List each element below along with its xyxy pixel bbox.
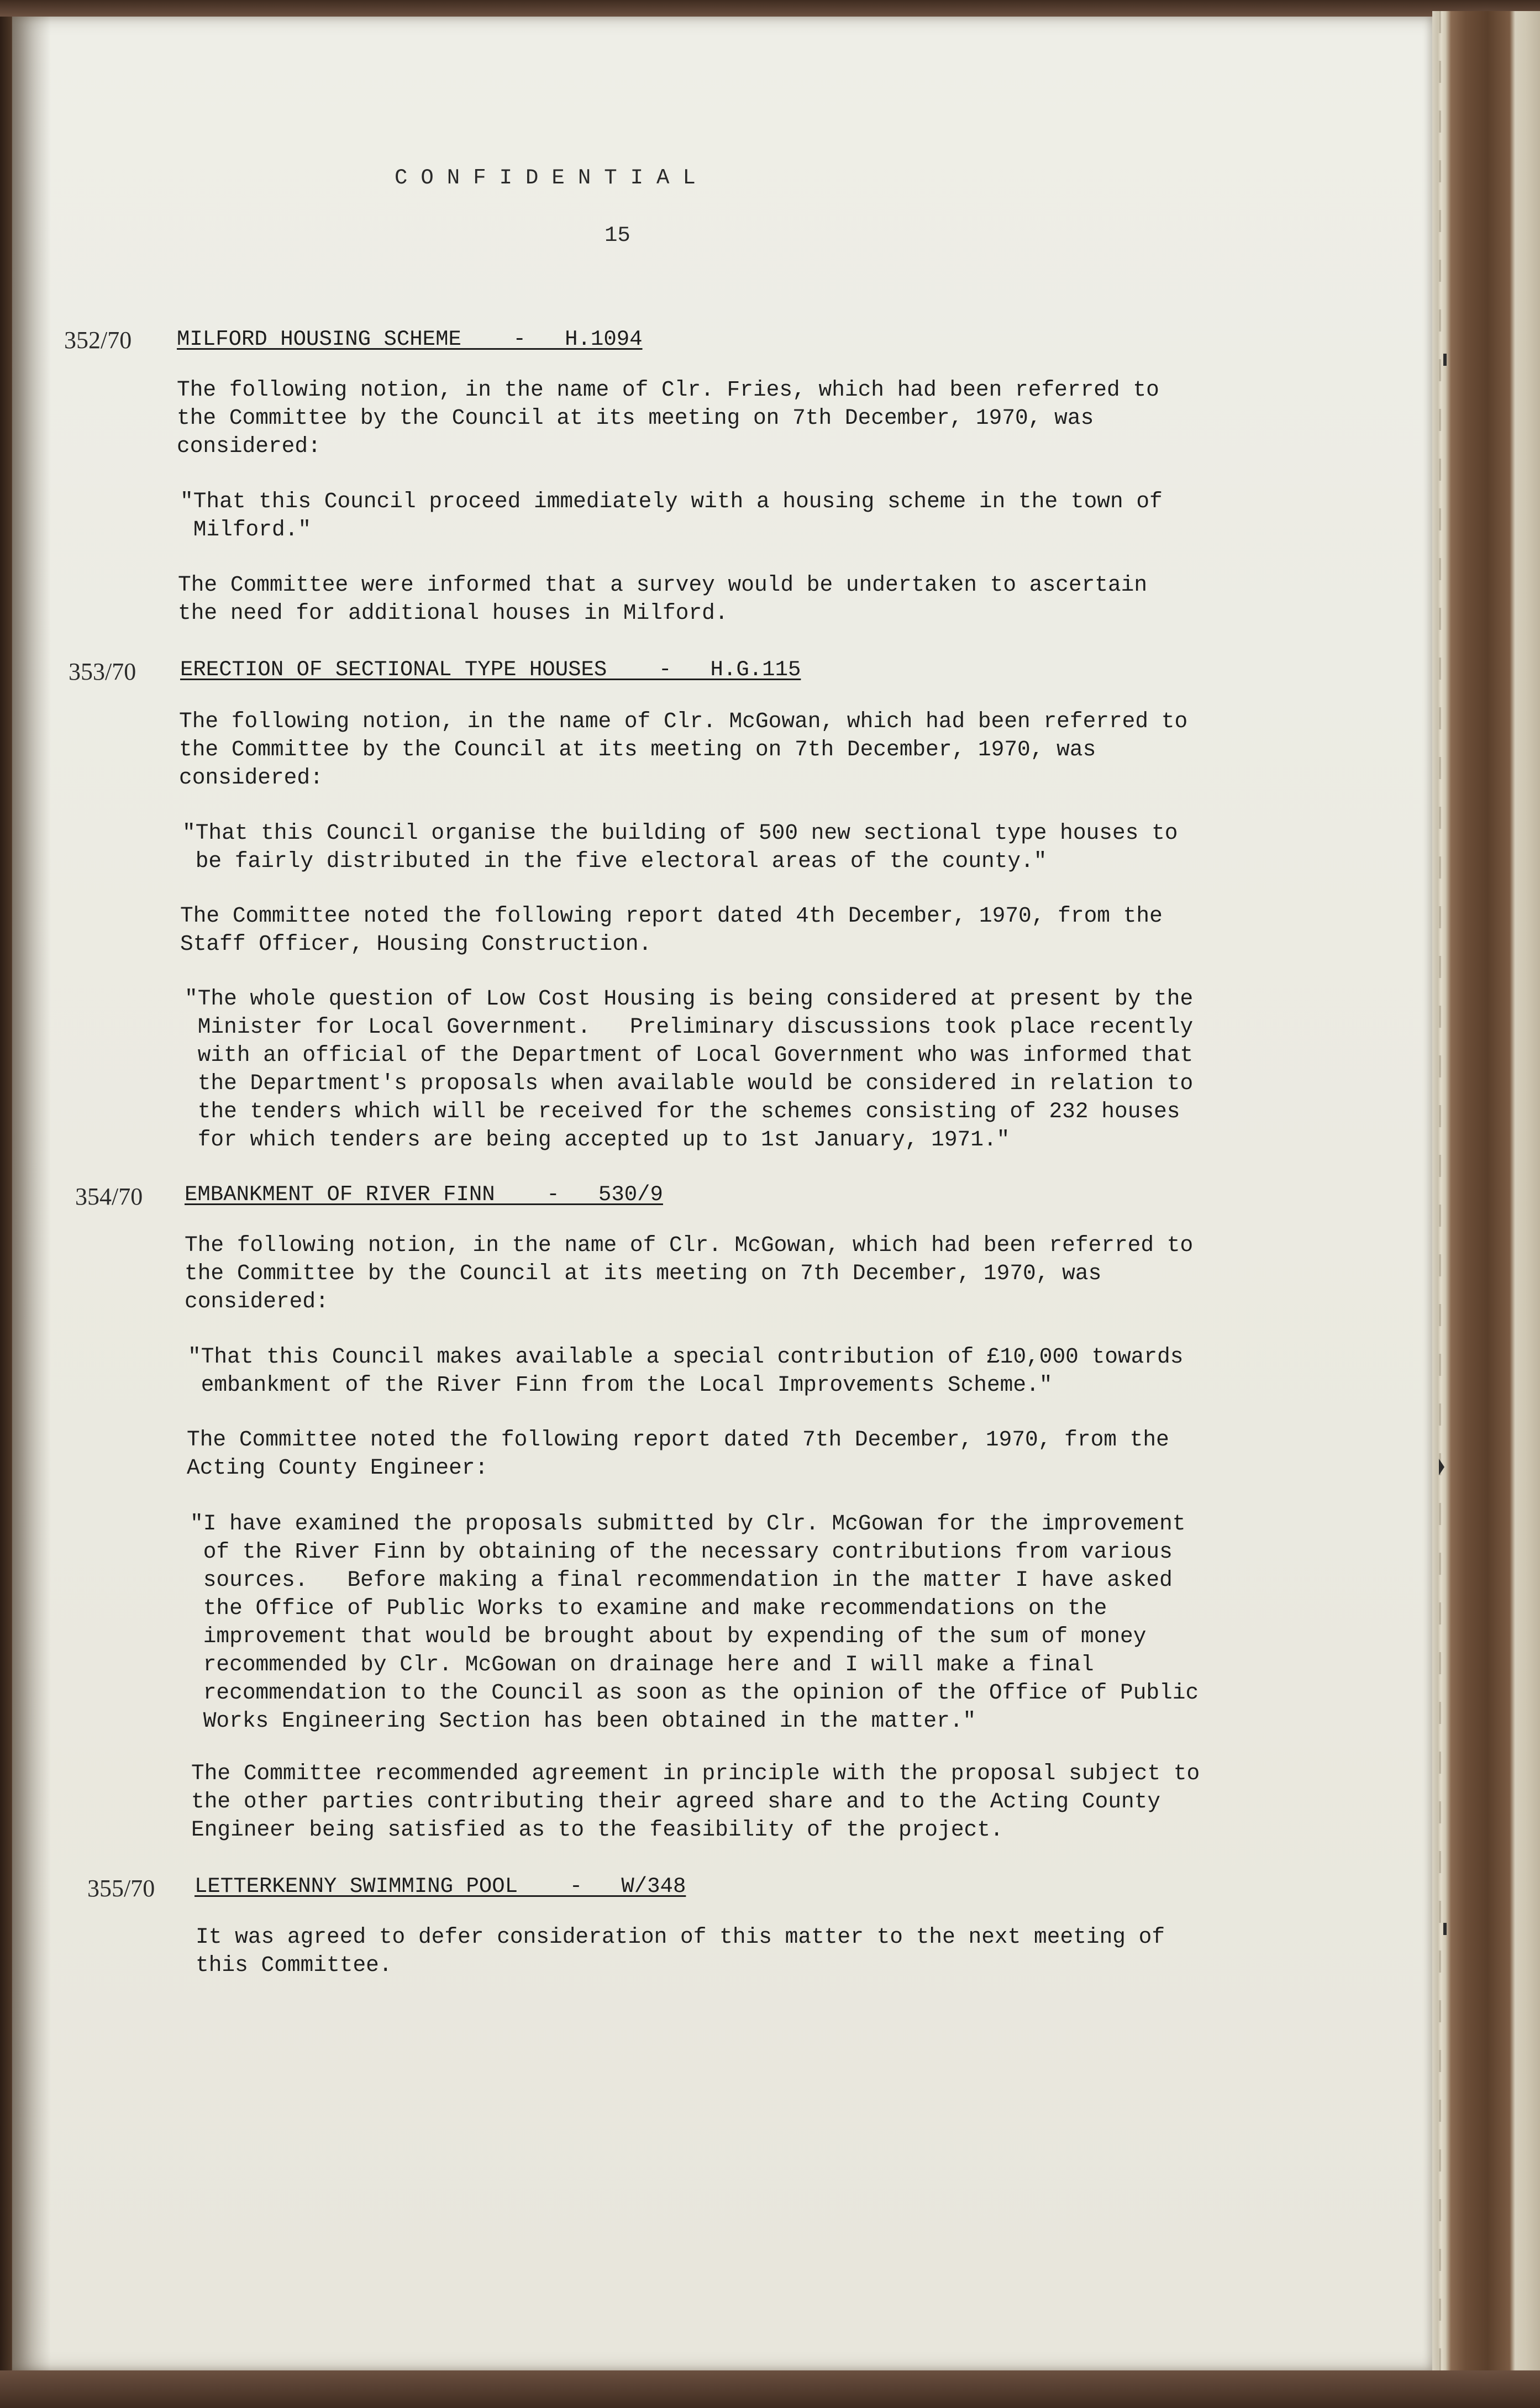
- paragraph: The following notion, in the name of Clr. McGowan, which had been referred to the Committee by the Council at its meeting on 7th December, 1970, was considered:: [185, 1233, 1194, 1314]
- paragraph: "The whole question of Low Cost Housing is being considered at present by the Minister for Local Government. Preliminary discussions took place recently with an official of the Department of Local Government who was informed that the Department's proposals when available would be considered in relation to the tenders which will be received for the schemes consisting of 232 houses for which tenders are being accepted up to 1st January, 1971.": [185, 986, 1194, 1152]
- item-heading: MILFORD HOUSING SCHEME - H.1094: [177, 327, 643, 351]
- paragraph: The Committee were informed that a survey would be undertaken to ascertain the need for additional houses in Milford.: [178, 572, 1148, 625]
- page-edge-mark: [1443, 1923, 1447, 1935]
- paragraph: The Committee noted the following report dated 4th December, 1970, from the Staff Officer, Housing Construction.: [180, 903, 1163, 956]
- item-number: 354/70: [75, 1183, 143, 1210]
- paragraph: It was agreed to defer consideration of this matter to the next meeting of this Committee.: [196, 1925, 1165, 1978]
- paragraph: The Committee recommended agreement in principle with the proposal subject to the other parties contributing their agreed share and to the Acting County Engineer being satisfied as to the feasibility of the project.: [191, 1761, 1200, 1842]
- item-heading: EMBANKMENT OF RIVER FINN - 530/9: [185, 1182, 663, 1207]
- binding-shadow: [12, 17, 51, 2370]
- paragraph: "That this Council proceed immediately with a housing scheme in the town of Milford.": [180, 489, 1163, 542]
- item-heading: ERECTION OF SECTIONAL TYPE HOUSES - H.G.115: [180, 658, 801, 682]
- item-heading: LETTERKENNY SWIMMING POOL - W/348: [195, 1874, 686, 1899]
- paragraph: "I have examined the proposals submitted by Clr. McGowan for the improvement of the River Finn by obtaining of the necessary contributions from various sources. Before making a final recommendation in the matter I have asked the Office of Public Works to examine and make recommendations on the improvement that would be brought about by expending of the sum of money recommended by Clr. McGowan on drainage here and I will make a final recommendation to the Council as soon as the opinion of the Office of Public Works Engineering Section has been obtained in the matter.": [190, 1511, 1199, 1733]
- page-number: 15: [605, 223, 630, 248]
- paragraph: "That this Council organise the building of 500 new sectional type houses to be fairly distributed in the five electoral areas of the county.": [182, 821, 1178, 874]
- paragraph: "That this Council makes available a special contribution of £10,000 towards embankment of the River Finn from the Local Improvements Scheme.": [188, 1344, 1184, 1397]
- paragraph: The following notion, in the name of Clr. Fries, which had been referred to the Committee by the Council at its meeting on 7th December, 1970, was considered:: [177, 377, 1159, 459]
- paragraph: The Committee noted the following report dated 7th December, 1970, from the Acting County Engineer:: [187, 1427, 1169, 1480]
- book-page-edges: [1432, 11, 1540, 2398]
- scan-top-edge: [0, 0, 1540, 17]
- item-number: 353/70: [69, 658, 136, 685]
- classification-header: CONFIDENTIAL: [395, 166, 709, 190]
- item-number: 352/70: [64, 327, 132, 354]
- paragraph: The following notion, in the name of Clr. McGowan, which had been referred to the Committee by the Council at its meeting on 7th December, 1970, was considered:: [179, 709, 1188, 790]
- item-number: 355/70: [87, 1875, 155, 1902]
- page-edge-mark: [1443, 354, 1447, 366]
- scan-bottom-edge: [0, 2370, 1540, 2408]
